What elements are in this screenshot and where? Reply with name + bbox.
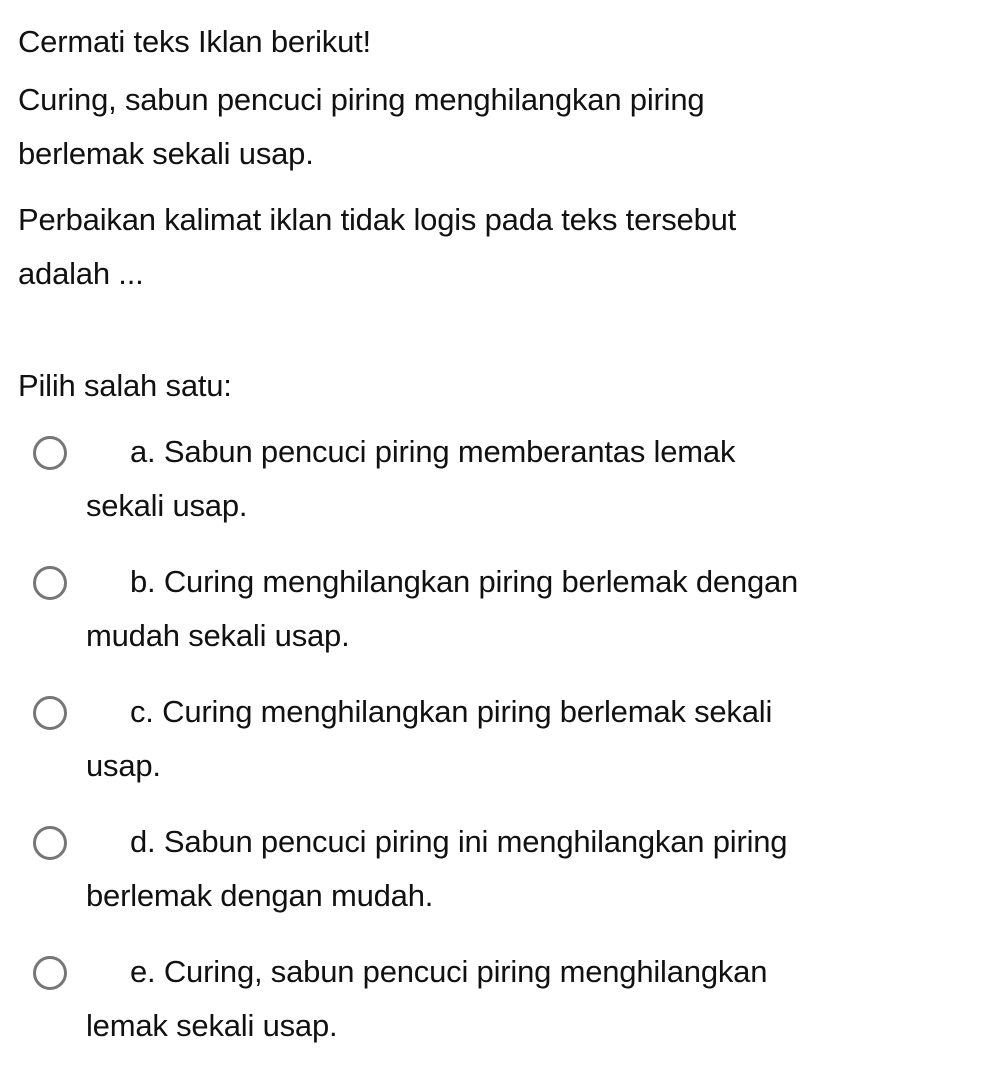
radio-button-icon[interactable] — [33, 436, 67, 470]
question-instruction: Cermati teks Iklan berikut! — [18, 24, 371, 59]
choices-label: Pilih salah satu: — [18, 368, 232, 403]
radio-button-icon[interactable] — [33, 566, 67, 600]
option-label-line-1: a. Sabun pencuci piring memberantas lemak — [130, 434, 736, 469]
question-prompt-line-2: adalah ... — [18, 256, 144, 291]
option-c[interactable] — [0, 690, 983, 790]
option-label-line-1: b. Curing menghilangkan piring berlemak dengan — [130, 564, 799, 599]
question-prompt-line-1: Perbaikan kalimat iklan tidak logis pada teks tersebut — [18, 202, 737, 237]
option-b[interactable] — [0, 560, 983, 660]
option-d[interactable] — [0, 820, 983, 920]
option-label-line-1: e. Curing, sabun pencuci piring menghilangkan — [130, 954, 768, 989]
ad-text-line-2: berlemak sekali usap. — [18, 136, 314, 171]
radio-button-icon[interactable] — [33, 696, 67, 730]
option-label-line-2: usap. — [86, 748, 161, 783]
option-label-line-2: berlemak dengan mudah. — [86, 878, 434, 913]
option-label-line-1: c. Curing menghilangkan piring berlemak sekali — [130, 694, 773, 729]
radio-button-icon[interactable] — [33, 956, 67, 990]
option-label-line-2: lemak sekali usap. — [86, 1008, 338, 1043]
option-label-line-2: sekali usap. — [86, 488, 248, 523]
option-a[interactable] — [0, 430, 983, 530]
radio-button-icon[interactable] — [33, 826, 67, 860]
option-e[interactable] — [0, 950, 983, 1050]
ad-text-line-1: Curing, sabun pencuci piring menghilangkan piring — [18, 82, 705, 117]
option-label-line-2: mudah sekali usap. — [86, 618, 350, 653]
option-label-line-1: d. Sabun pencuci piring ini menghilangkan piring — [130, 824, 788, 859]
